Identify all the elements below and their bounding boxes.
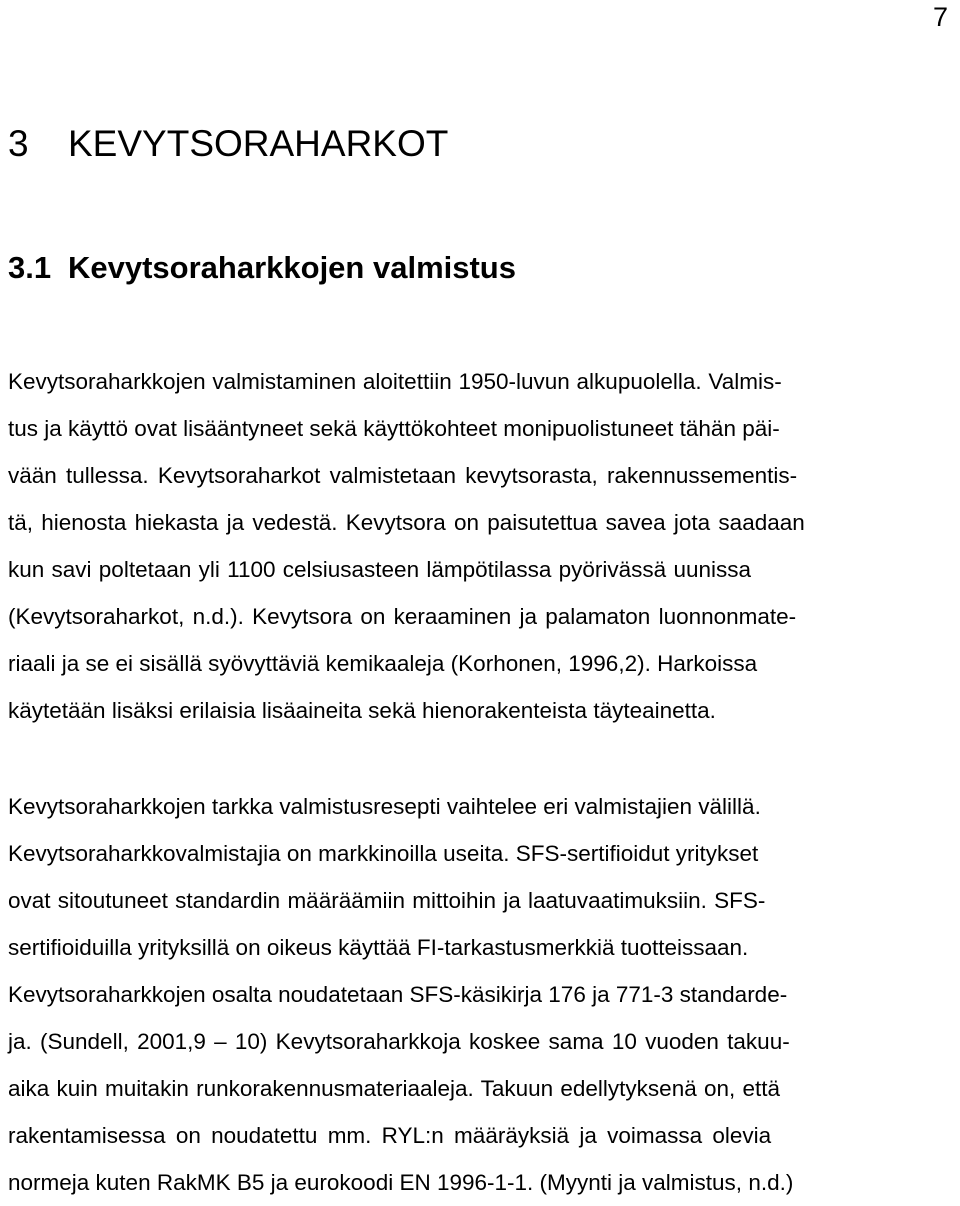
section-title: Kevytsoraharkkojen valmistus — [68, 250, 516, 285]
chapter-heading — [8, 122, 448, 166]
paragraph-line: ja. (Sundell, 2001,9 – 10) Kevytsoraharkkoja koskee sama 10 vuoden takuu- — [8, 1029, 790, 1054]
paragraph-line: rakentamisessa on noudatettu mm. RYL:n määräyksiä ja voimassa olevia — [8, 1123, 772, 1148]
paragraph-line: tä, hienosta hiekasta ja vedestä. Kevytsora on paisutettua savea jota saadaan — [8, 510, 805, 535]
paragraph-line: normeja kuten RakMK B5 ja eurokoodi EN 1996-1-1. (Myynti ja valmistus, n.d.) — [8, 1170, 794, 1195]
paragraph-line: tus ja käyttö ovat lisääntyneet sekä käyttökohteet monipuolistuneet tähän päi- — [8, 416, 780, 441]
paragraph-line: Kevytsoraharkkojen tarkka valmistusresepti vaihtelee eri valmistajien välillä. — [8, 794, 761, 819]
paragraph-line: Kevytsoraharkkojen valmistaminen aloitettiin 1950-luvun alkupuolella. Valmis- — [8, 369, 782, 394]
paragraph-2 — [8, 783, 948, 1206]
paragraph-line: kun savi poltetaan yli 1100 celsiusasteen lämpötilassa pyörivässä uunissa — [8, 557, 751, 582]
paragraph-line: Kevytsoraharkkojen osalta noudatetaan SFS-käsikirja 176 ja 771-3 standarde- — [8, 982, 788, 1007]
paragraph-line: vään tullessa. Kevytsoraharkot valmistetaan kevytsorasta, rakennussementis- — [8, 463, 798, 488]
paragraph-line: aika kuin muitakin runkorakennusmateriaaleja. Takuun edellytyksenä on, että — [8, 1076, 781, 1101]
page-number: 7 — [932, 2, 948, 32]
section-number: 3.1 — [8, 250, 52, 285]
paragraph-line: (Kevytsoraharkot, n.d.). Kevytsora on keraaminen ja palamaton luonnonmate- — [8, 604, 797, 629]
paragraph-line: riaali ja se ei sisällä syövyttäviä kemikaaleja (Korhonen, 1996,2). Harkoissa — [8, 651, 758, 676]
paragraph-line: sertifioiduilla yrityksillä on oikeus käyttää FI-tarkastusmerkkiä tuotteissaan. — [8, 935, 749, 960]
chapter-title: KEVYTSORAHARKOT — [68, 123, 449, 164]
section-heading — [8, 248, 516, 288]
paragraph-1 — [8, 358, 948, 734]
paragraph-line: ovat sitoutuneet standardin määräämiin mittoihin ja laatuvaatimuksiin. SFS- — [8, 888, 766, 913]
paragraph-line: Kevytsoraharkkovalmistajia on markkinoilla useita. SFS-sertifioidut yritykset — [8, 841, 759, 866]
paragraph-line: käytetään lisäksi erilaisia lisäaineita sekä hienorakenteista täyteainetta. — [8, 698, 716, 723]
chapter-number: 3 — [8, 123, 29, 164]
